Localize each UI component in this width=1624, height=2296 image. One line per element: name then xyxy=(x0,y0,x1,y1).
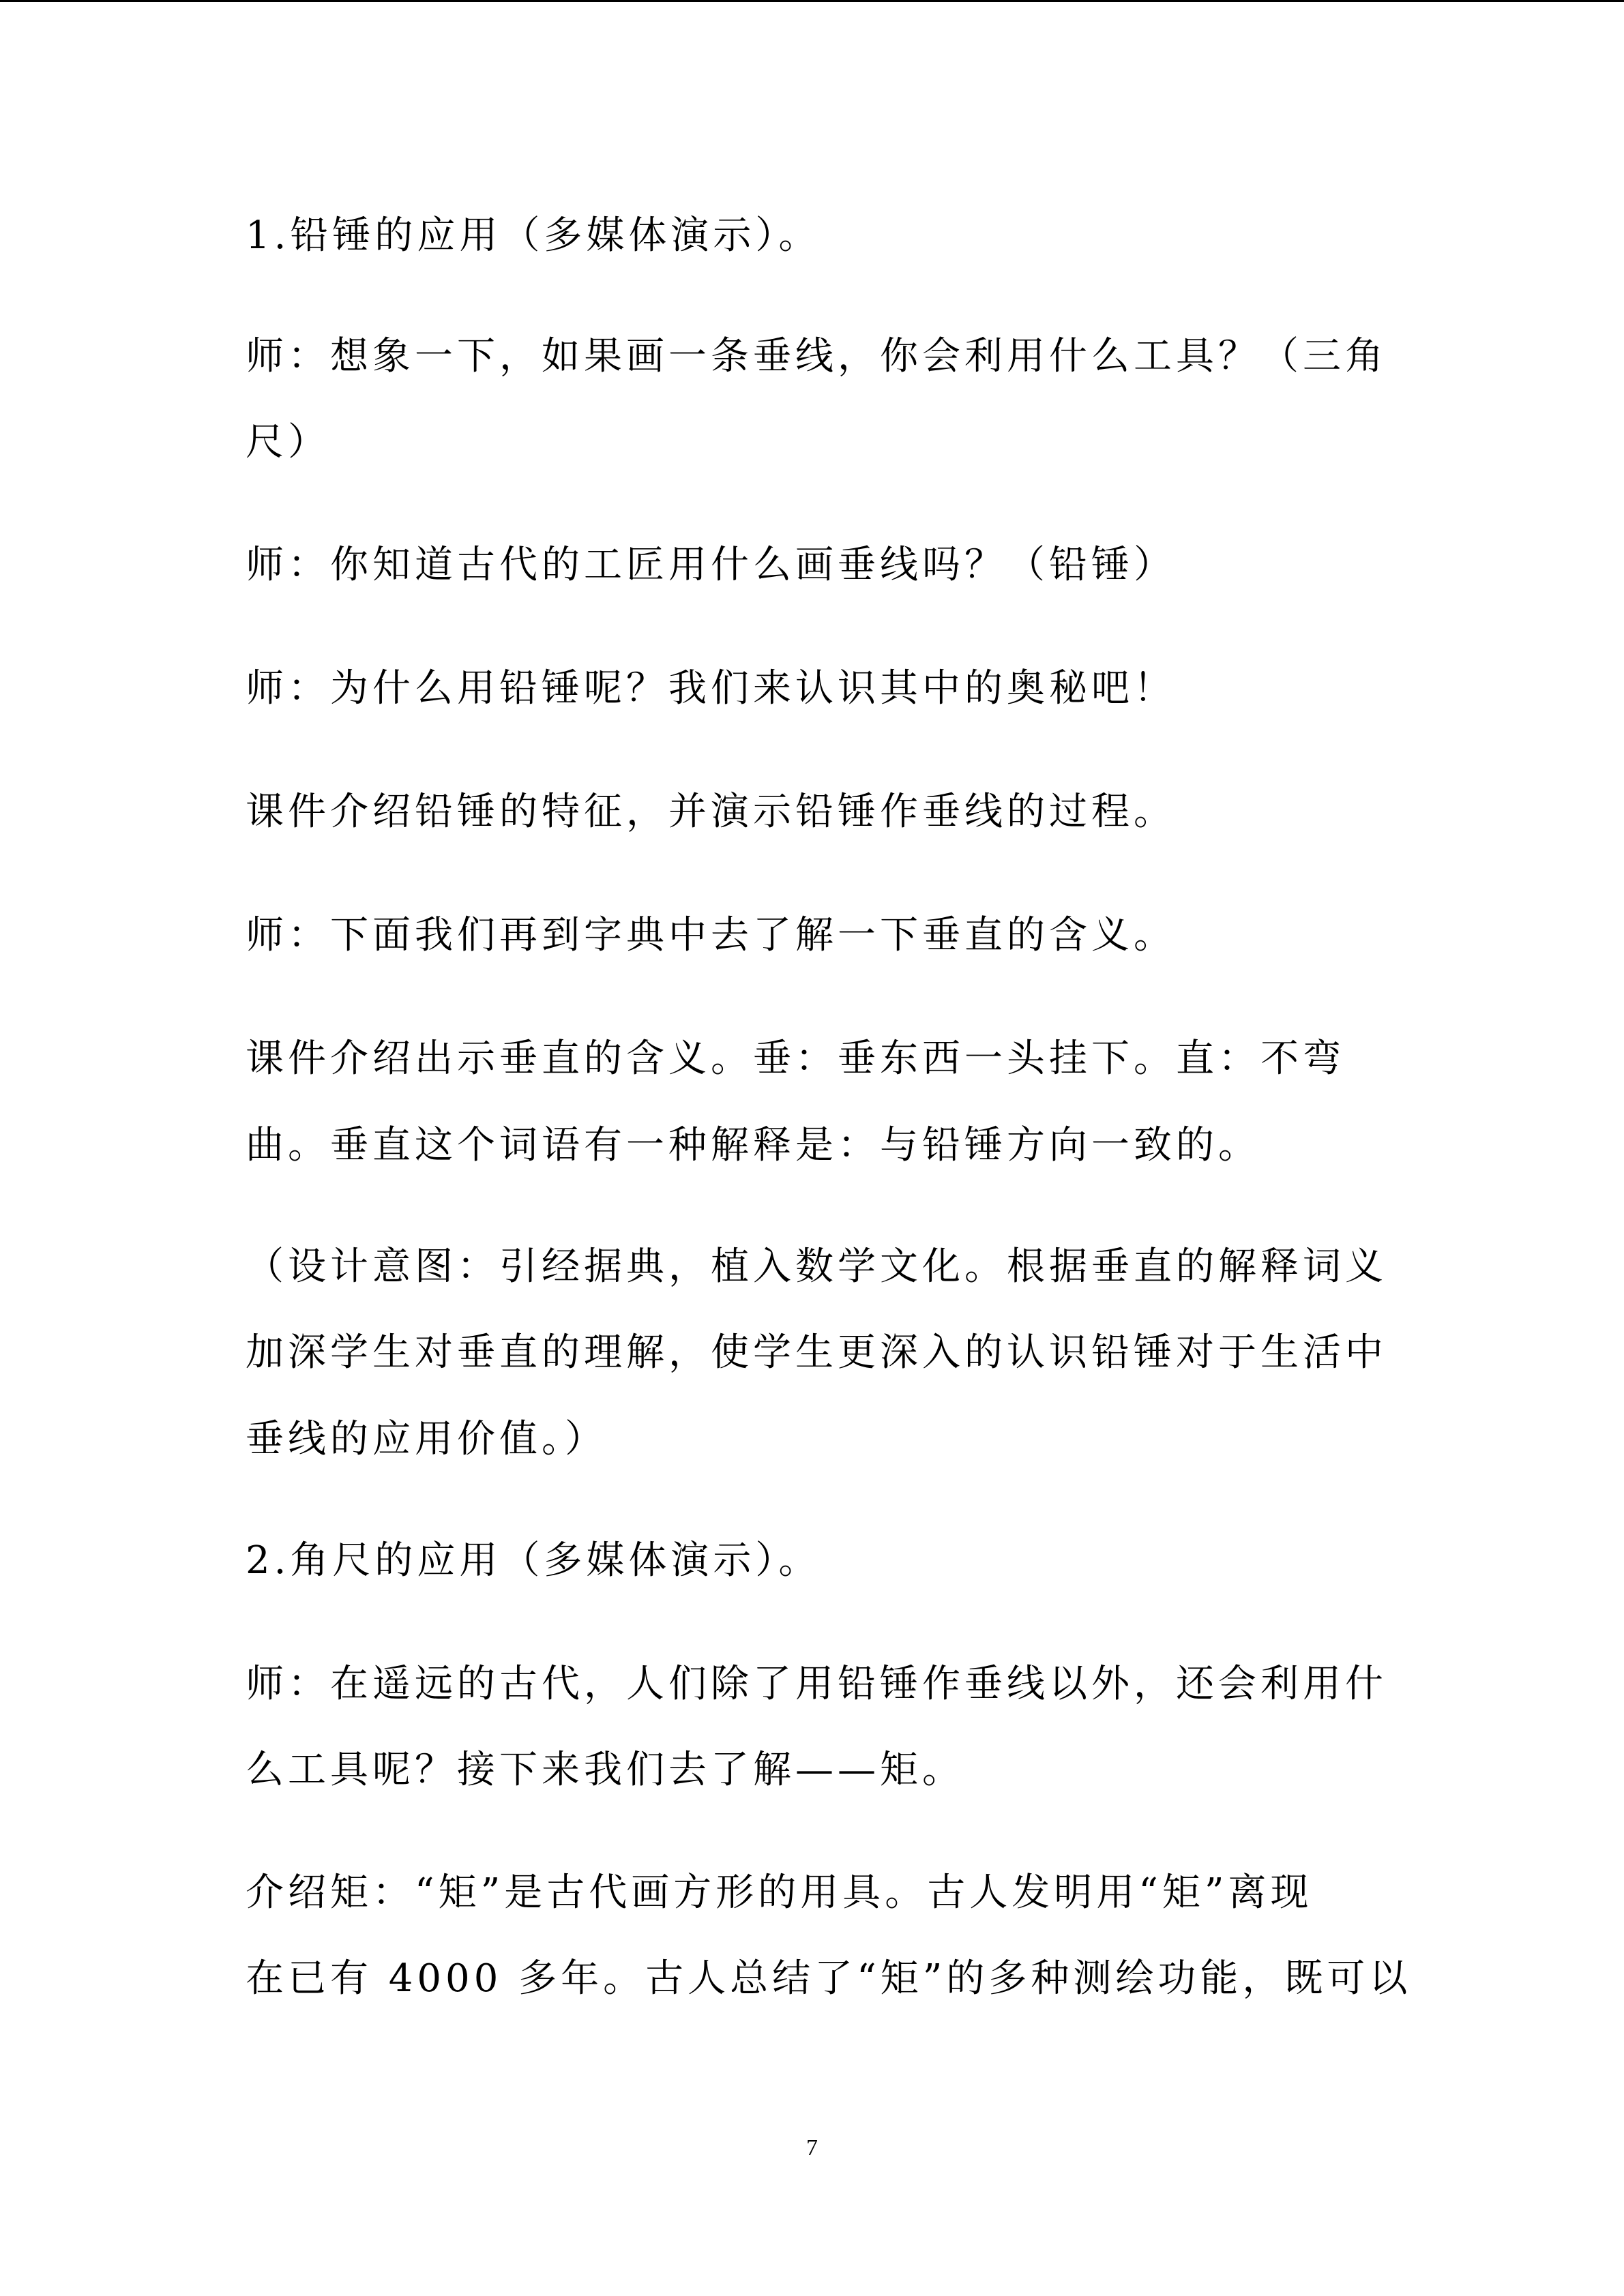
paragraph-line: 师：你知道古代的工匠用什么画垂线吗？（铅锤） xyxy=(246,543,1176,587)
paragraph-line: 在已有 4000 多年。古人总结了“矩”的多种测绘功能，既可以 xyxy=(246,1956,1412,2001)
paragraph-line: 课件介绍出示垂直的含义。垂：垂东西一头挂下。直：不弯 xyxy=(246,1037,1345,1081)
design-intent-line: 加深学生对垂直的理解，使学生更深入的认识铅锤对于生活中 xyxy=(246,1330,1387,1375)
section-heading-plumb-bob: 1.铅锤的应用（多媒体演示）。 xyxy=(246,213,821,258)
paragraph-line: 么工具呢？接下来我们去了解——矩。 xyxy=(246,1748,964,1792)
section-heading-try-square: 2.角尺的应用（多媒体演示）。 xyxy=(246,1538,821,1583)
paragraph-line: 介绍矩：“矩”是古代画方形的用具。古人发明用“矩”离现 xyxy=(246,1870,1313,1915)
paragraph-line: 师：在遥远的古代，人们除了用铅锤作垂线以外，还会利用什 xyxy=(246,1662,1387,1706)
paragraph-line: 尺） xyxy=(246,420,330,464)
design-intent-line: （设计意图：引经据典，植入数学文化。根据垂直的解释词义 xyxy=(246,1244,1387,1289)
paragraph-line: 曲。垂直这个词语有一种解释是：与铅锤方向一致的。 xyxy=(246,1123,1260,1167)
paragraph-line: 师：下面我们再到字典中去了解一下垂直的含义。 xyxy=(246,913,1176,957)
paragraph-line: 师：想象一下，如果画一条垂线，你会利用什么工具？（三角 xyxy=(246,334,1387,378)
design-intent-line: 垂线的应用价值。） xyxy=(246,1417,607,1461)
paragraph-line: 师：为什么用铅锤呢？我们来认识其中的奥秘吧！ xyxy=(246,666,1176,711)
paragraph-line: 课件介绍铅锤的特征，并演示铅锤作垂线的过程。 xyxy=(246,790,1176,834)
page-number: 7 xyxy=(806,2135,818,2160)
